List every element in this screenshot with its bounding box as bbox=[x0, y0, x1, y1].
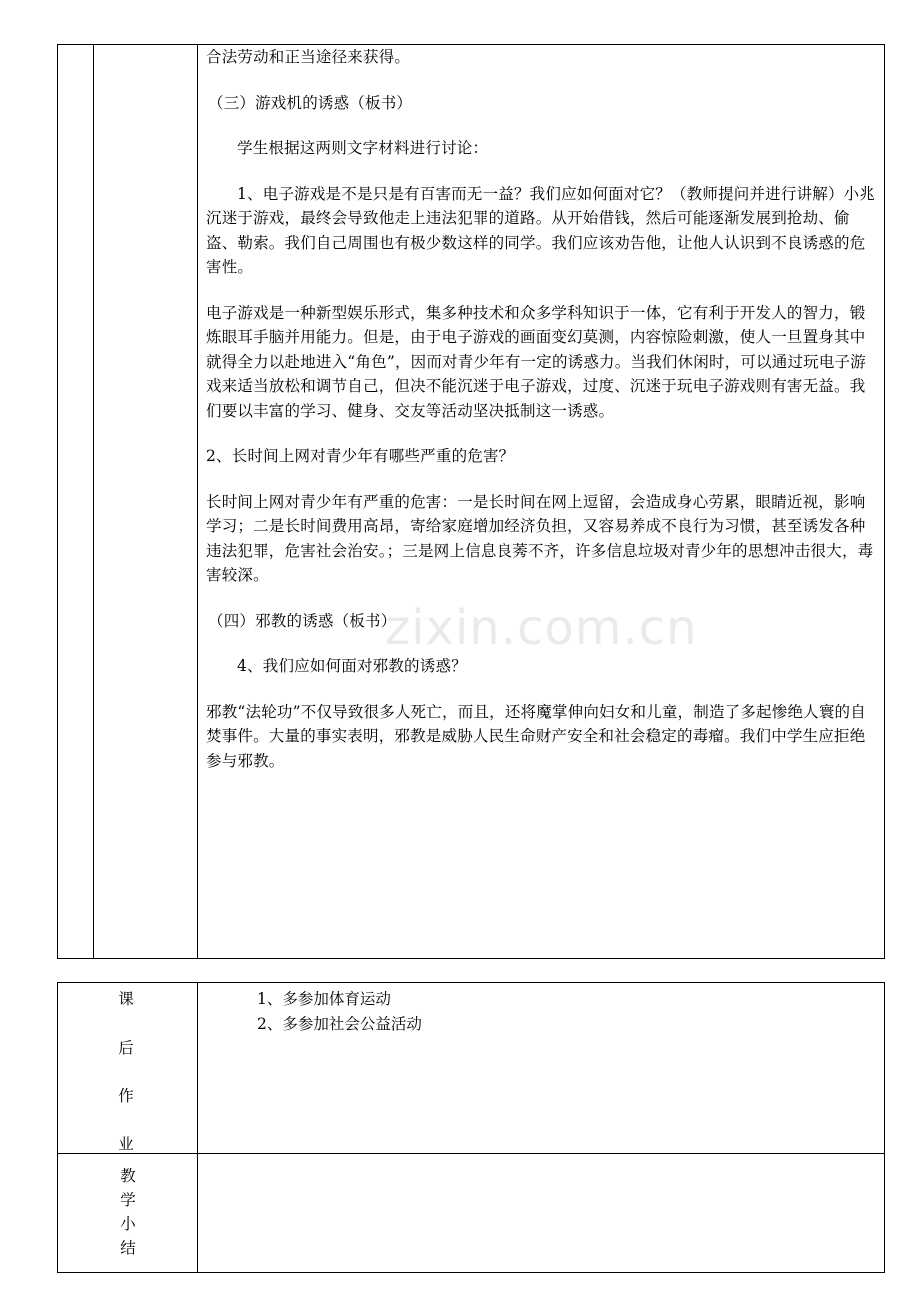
column-divider bbox=[197, 983, 198, 1272]
homework-item: 1、多参加体育运动 bbox=[257, 990, 391, 1008]
section-heading: （三）游戏机的诱惑（板书） bbox=[208, 93, 413, 112]
paragraph: 长时间上网对青少年有严重的危害：一是长时间在网上逗留，会造成身心劳累，眼睛近视，影响学习；二是长时间费用高昂，寄给家庭增加经济负担，又容易养成不良行为习惯，甚至诱发各种违法犯罪，危害社会治安。；三是网上信息良莠不齐，许多信息垃圾对青少年的思想冲击很大，毒害较深。 bbox=[206, 492, 874, 584]
lesson-content bbox=[206, 45, 878, 773]
question-paragraph: 4、我们应如何面对邪教的诱惑？ bbox=[237, 657, 467, 675]
section-heading: （四）邪教的诱惑（板书） bbox=[208, 611, 397, 630]
summary-label-char: 结 bbox=[120, 1239, 136, 1257]
column-divider bbox=[197, 45, 198, 958]
watermark: zixin.com.cn bbox=[385, 600, 698, 656]
row-divider bbox=[58, 1153, 884, 1154]
homework-label-char: 课 bbox=[118, 990, 134, 1008]
paragraph: 学生根据这两则文字材料进行讨论： bbox=[237, 139, 489, 157]
paragraph: 邪教“法轮功”不仅导致很多人死亡，而且，还将魔掌伸向妇女和儿童，制造了多起惨绝人寰的自焚事件。大量的事实表明，邪教是威胁人民生命财产安全和社会稳定的毒瘤。我们中学生应拒绝参与邪教。 bbox=[206, 702, 866, 770]
summary-label-char: 学 bbox=[120, 1191, 136, 1209]
question-paragraph: 2、长时间上网对青少年有哪些严重的危害？ bbox=[206, 447, 515, 465]
summary-label-char: 小 bbox=[120, 1215, 136, 1233]
homework-label-char: 作 bbox=[118, 1087, 134, 1105]
homework-label-char: 后 bbox=[118, 1039, 134, 1057]
paragraph: 合法劳动和正当途径来获得。 bbox=[206, 48, 411, 66]
homework-summary-table bbox=[57, 982, 885, 1273]
column-divider bbox=[93, 45, 94, 958]
homework-item: 2、多参加社会公益活动 bbox=[257, 1015, 422, 1033]
summary-label-char: 教 bbox=[120, 1167, 136, 1185]
homework-label-char: 业 bbox=[118, 1135, 134, 1153]
paragraph: 电子游戏是一种新型娱乐形式，集多种技术和众多学科知识于一体，它有利于开发人的智力，锻炼眼耳手脑并用能力。但是，由于电子游戏的画面变幻莫测，内容惊险刺激，使人一旦置身其中就得全力以赴地进入“角色”，因而对青少年有一定的诱惑力。当我们休闲时，可以通过玩电子游戏来适当放松和调节自己，但决不能沉迷于电子游戏，过度、沉迷于玩电子游戏则有害无益。我们要以丰富的学习、健身、交友等活动坚决抵制这一诱惑。 bbox=[206, 303, 866, 420]
question-paragraph: 1、电子游戏是不是只是有百害而无一益？我们应如何面对它？（教师提问并进行讲解）小兆沉迷于游戏，最终会导致他走上违法犯罪的道路。从开始借钱，然后可能逐渐发展到抢劫、偷盗、勒索。我们自己周围也有极少数这样的同学。我们应该劝告他，让他人认识到不良诱惑的危害性。 bbox=[206, 184, 876, 276]
